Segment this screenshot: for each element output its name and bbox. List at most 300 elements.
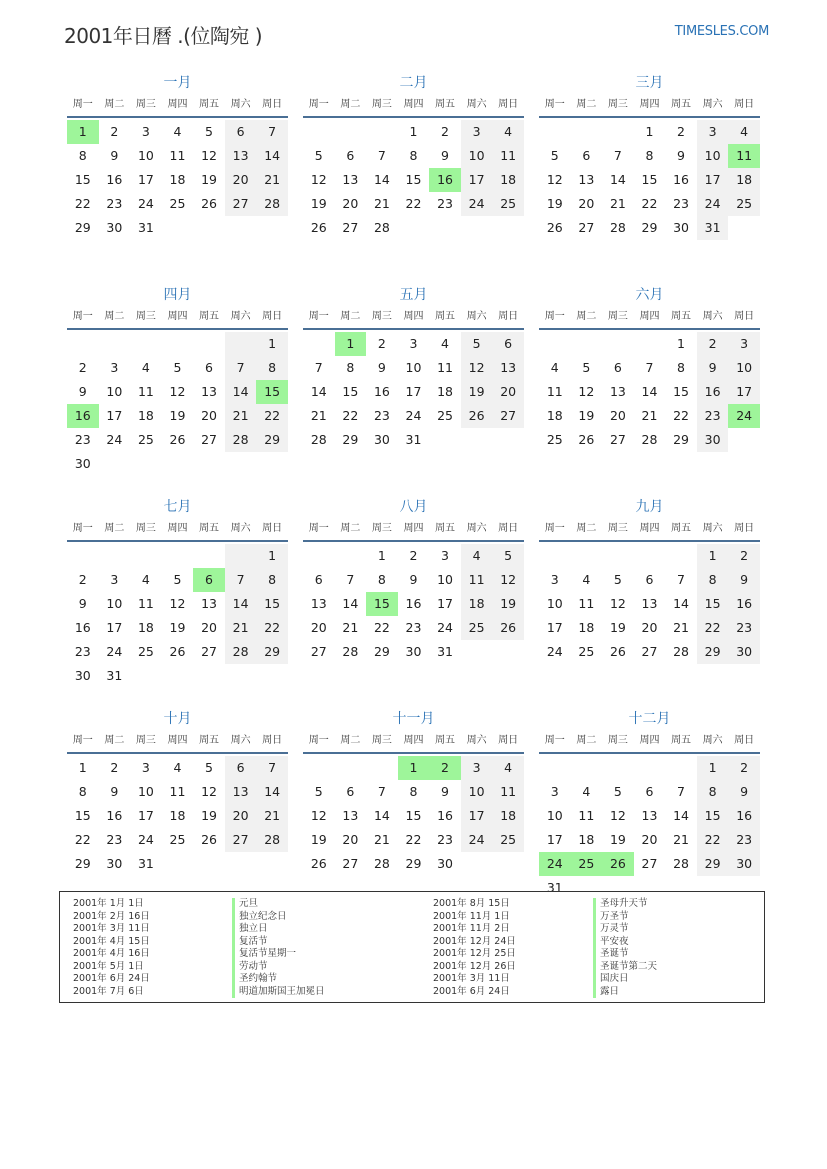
day-cell: 13 <box>225 780 257 804</box>
day-cell: 18 <box>492 804 524 828</box>
weekday-label: 周六 <box>230 523 251 534</box>
day-cell: 20 <box>492 380 524 404</box>
weekday-label: 周六 <box>466 735 487 746</box>
day-cell: 21 <box>310 408 327 423</box>
day-cell: 6 <box>582 148 591 163</box>
day-cell: 12 <box>310 808 327 823</box>
day-cell: 13 <box>641 596 658 611</box>
week-row <box>303 120 524 144</box>
day-cell: 6 <box>645 784 654 799</box>
day-cell: 22 <box>256 404 288 428</box>
day-cell: 17 <box>546 620 563 635</box>
day-cell: 20 <box>225 804 257 828</box>
day-cell: 12 <box>461 356 493 380</box>
day-cell: 8 <box>346 360 355 375</box>
empty-cell <box>461 216 493 240</box>
weekday-label: 周一 <box>308 311 329 322</box>
legend-date: 2001年 12月 24日 <box>433 935 516 947</box>
legend-holiday-name: 独立纪念日 <box>232 911 325 924</box>
day-cell: 13 <box>641 808 658 823</box>
month-name: 五月 <box>399 287 428 303</box>
week-row <box>303 544 524 568</box>
day-cell: 4 <box>550 360 559 375</box>
day-cell: 14 <box>673 808 689 823</box>
weekday-label: 周日 <box>734 99 755 110</box>
weekday-label: 周四 <box>639 311 660 322</box>
day-cell: 2 <box>697 332 729 356</box>
weekday-label: 周二 <box>104 523 125 534</box>
day-cell: 30 <box>106 220 123 235</box>
day-cell: 16 <box>728 592 760 616</box>
day-cell: 3 <box>110 360 119 375</box>
empty-cell <box>539 544 571 568</box>
empty-cell <box>130 664 162 688</box>
empty-cell <box>225 216 257 240</box>
day-cell: 24 <box>106 432 123 447</box>
legend-holiday-name: 圣诞节 <box>593 948 657 961</box>
day-cell: 29 <box>405 856 422 871</box>
day-cell: 13 <box>201 384 217 399</box>
empty-cell <box>335 120 367 144</box>
weekday-header <box>303 730 524 754</box>
day-cell: 3 <box>441 548 449 563</box>
day-cell: 12 <box>201 148 217 163</box>
day-cell: 4 <box>582 784 591 799</box>
day-cell: 4 <box>141 360 150 375</box>
legend-date: 2001年 12月 25日 <box>433 948 516 959</box>
empty-cell <box>130 544 162 568</box>
day-cell: 26 <box>461 404 493 428</box>
legend-holiday-name: 圣约翰节 <box>232 973 325 986</box>
day-cell: 10 <box>437 572 453 587</box>
weekday-label: 周五 <box>199 523 220 534</box>
day-cell: 30 <box>106 856 123 871</box>
day-cell: 24 <box>405 408 422 423</box>
week-row <box>539 828 760 852</box>
week-row <box>303 428 524 452</box>
day-cell: 27 <box>201 432 217 447</box>
month-name: 十一月 <box>392 711 435 727</box>
week-row <box>67 380 288 404</box>
weekday-label: 周一 <box>544 523 565 534</box>
day-cell: 25 <box>492 192 524 216</box>
empty-cell <box>398 216 430 240</box>
day-cell: 5 <box>613 784 622 799</box>
day-cell: 29 <box>697 852 729 876</box>
month-name: 八月 <box>399 499 428 515</box>
day-cell: 16 <box>106 172 123 187</box>
weekday-label: 周四 <box>403 735 424 746</box>
legend-holiday-name: 劳动节 <box>232 961 325 974</box>
day-cell: 22 <box>641 196 658 211</box>
empty-cell <box>366 756 398 780</box>
legend-holiday-name: 复活节 <box>232 936 325 949</box>
day-cell: 30 <box>373 432 390 447</box>
day-cell: 21 <box>641 408 658 423</box>
month-name: 一月 <box>163 75 192 91</box>
day-cell: 2 <box>441 124 449 139</box>
day-cell: 25 <box>578 644 595 659</box>
week-row <box>303 780 524 804</box>
weekday-label: 周五 <box>435 735 456 746</box>
day-cell: 17 <box>546 832 563 847</box>
weekday-label: 周三 <box>135 735 156 746</box>
day-cell: 27 <box>492 404 524 428</box>
day-cell: 29 <box>641 220 658 235</box>
empty-cell <box>225 664 257 688</box>
weekday-label: 周一 <box>72 523 93 534</box>
day-cell: 29 <box>74 220 91 235</box>
weekday-label: 周三 <box>371 99 392 110</box>
day-cell: 10 <box>106 596 123 611</box>
legend-holiday-name: 国庆日 <box>593 973 657 986</box>
weekday-label: 周日 <box>498 523 519 534</box>
day-cell: 30 <box>697 428 729 452</box>
empty-cell <box>335 756 367 780</box>
weekday-label: 周日 <box>498 735 519 746</box>
weekday-label: 周二 <box>340 99 361 110</box>
day-cell: 3 <box>141 124 150 139</box>
week-row <box>67 192 288 216</box>
day-cell: 1 <box>256 544 288 568</box>
weekday-label: 周日 <box>734 311 755 322</box>
day-cell: 27 <box>609 432 626 447</box>
empty-cell <box>99 544 131 568</box>
weekday-header <box>67 518 288 542</box>
day-cell: 4 <box>582 572 591 587</box>
day-cell: 16 <box>74 620 91 635</box>
weekday-label: 周一 <box>544 735 565 746</box>
weekday-label: 周日 <box>262 311 283 322</box>
day-cell: 25 <box>571 852 603 876</box>
day-cell: 9 <box>441 784 449 799</box>
empty-cell <box>193 332 225 356</box>
empty-cell <box>193 852 225 876</box>
empty-cell <box>571 544 603 568</box>
day-cell: 6 <box>492 332 524 356</box>
calendar-grid <box>67 72 761 920</box>
weekday-label: 周四 <box>167 523 188 534</box>
weekday-label: 周三 <box>371 523 392 534</box>
day-cell: 22 <box>373 620 390 635</box>
day-cell: 8 <box>409 148 418 163</box>
day-cell: 1 <box>409 124 418 139</box>
empty-cell <box>225 452 257 476</box>
day-cell: 29 <box>256 640 288 664</box>
day-cell: 17 <box>461 804 493 828</box>
empty-cell <box>99 452 131 476</box>
day-cell: 19 <box>461 380 493 404</box>
month-block <box>67 708 288 920</box>
week-row <box>303 616 524 640</box>
day-cell: 8 <box>256 356 288 380</box>
week-row <box>539 380 760 404</box>
day-cell: 22 <box>697 828 729 852</box>
day-cell: 8 <box>697 568 729 592</box>
day-cell: 5 <box>461 332 493 356</box>
week-row <box>539 756 760 780</box>
day-cell: 25 <box>546 432 563 447</box>
day-cell: 12 <box>169 596 186 611</box>
day-cell: 29 <box>342 432 359 447</box>
day-cell: 25 <box>492 828 524 852</box>
empty-cell <box>162 452 194 476</box>
day-cell: 7 <box>346 572 355 587</box>
day-cell: 21 <box>256 804 288 828</box>
empty-cell <box>335 544 367 568</box>
legend-holiday-name: 万灵节 <box>593 923 657 936</box>
day-cell: 11 <box>546 384 563 399</box>
weekday-label: 周一 <box>72 311 93 322</box>
day-cell: 14 <box>225 592 257 616</box>
day-cell: 21 <box>609 196 626 211</box>
weekday-label: 周二 <box>340 735 361 746</box>
day-cell: 21 <box>373 196 390 211</box>
day-cell: 26 <box>578 432 595 447</box>
day-cell: 23 <box>373 408 390 423</box>
day-cell: 16 <box>673 172 689 187</box>
day-cell: 8 <box>645 148 654 163</box>
legend-date: 2001年 6月 24日 <box>73 973 150 984</box>
day-cell: 20 <box>310 620 327 635</box>
day-cell: 19 <box>609 832 626 847</box>
day-cell: 19 <box>492 592 524 616</box>
weekday-label: 周二 <box>576 99 597 110</box>
weekday-label: 周一 <box>308 735 329 746</box>
day-cell: 26 <box>602 852 634 876</box>
month-name: 三月 <box>635 75 664 91</box>
weekday-label: 周五 <box>199 99 220 110</box>
day-cell: 10 <box>461 144 493 168</box>
weekday-header <box>539 518 760 542</box>
day-cell: 19 <box>546 196 563 211</box>
day-cell: 29 <box>697 640 729 664</box>
week-row <box>67 544 288 568</box>
day-cell: 6 <box>346 148 355 163</box>
day-cell: 6 <box>613 360 622 375</box>
day-cell: 3 <box>461 756 493 780</box>
day-cell: 1 <box>697 756 729 780</box>
day-cell: 24 <box>546 644 563 659</box>
weekday-label: 周三 <box>371 311 392 322</box>
weekday-label: 周二 <box>104 99 125 110</box>
month-block <box>67 496 288 708</box>
day-cell: 15 <box>673 384 689 399</box>
day-cell: 1 <box>78 760 87 775</box>
day-cell: 29 <box>373 644 390 659</box>
empty-cell <box>303 120 335 144</box>
day-cell: 11 <box>578 596 595 611</box>
day-cell: 8 <box>377 572 386 587</box>
week-row <box>67 452 288 476</box>
day-cell: 7 <box>677 784 685 799</box>
month-block <box>67 284 288 496</box>
day-cell: 12 <box>609 808 626 823</box>
day-cell: 22 <box>256 616 288 640</box>
empty-cell <box>99 332 131 356</box>
day-cell: 19 <box>310 832 327 847</box>
day-cell: 31 <box>697 216 729 240</box>
day-cell: 26 <box>201 196 217 211</box>
day-cell: 23 <box>405 620 422 635</box>
week-row <box>539 616 760 640</box>
weekday-header <box>539 306 760 330</box>
site-logo[interactable]: TIMESLES.COM <box>674 24 769 39</box>
weekday-label: 周六 <box>230 99 251 110</box>
day-cell: 14 <box>373 172 390 187</box>
day-cell: 21 <box>673 832 689 847</box>
weekday-label: 周日 <box>498 99 519 110</box>
weekday-label: 周六 <box>702 311 723 322</box>
legend-date: 2001年 4月 15日 <box>73 935 150 947</box>
day-cell: 16 <box>67 404 99 428</box>
empty-cell <box>67 544 99 568</box>
day-cell: 27 <box>225 192 257 216</box>
weekday-header <box>67 730 288 754</box>
legend-date: 2001年 7月 6日 <box>73 985 144 997</box>
legend-dates-right <box>433 898 516 998</box>
weekday-label: 周五 <box>435 99 456 110</box>
week-row <box>539 216 760 240</box>
day-cell: 9 <box>78 384 87 399</box>
day-cell: 11 <box>169 784 186 799</box>
empty-cell <box>256 216 288 240</box>
weekday-label: 周二 <box>104 311 125 322</box>
month-name: 六月 <box>635 287 664 303</box>
week-row <box>67 804 288 828</box>
day-cell: 27 <box>225 828 257 852</box>
day-cell: 27 <box>342 856 359 871</box>
day-cell: 18 <box>728 168 760 192</box>
empty-cell <box>728 216 760 240</box>
weekday-label: 周二 <box>340 311 361 322</box>
month-name: 七月 <box>163 499 192 515</box>
empty-cell <box>303 544 335 568</box>
weekday-label: 周日 <box>498 311 519 322</box>
day-cell: 12 <box>546 172 563 187</box>
day-cell: 6 <box>314 572 323 587</box>
day-cell: 23 <box>673 196 689 211</box>
day-cell: 14 <box>256 780 288 804</box>
month-name: 九月 <box>635 499 664 515</box>
day-cell: 13 <box>201 596 217 611</box>
page-title: 2001年日曆 .(位陶宛 ) <box>64 24 263 48</box>
weekday-label: 周六 <box>702 735 723 746</box>
week-row <box>539 568 760 592</box>
day-cell: 15 <box>342 384 359 399</box>
day-cell: 5 <box>613 572 622 587</box>
empty-cell <box>225 332 257 356</box>
legend-date: 2001年 1月 1日 <box>73 898 144 909</box>
day-cell: 28 <box>310 432 327 447</box>
day-cell: 11 <box>169 148 186 163</box>
day-cell: 23 <box>74 644 91 659</box>
weekday-header <box>303 94 524 118</box>
weekday-label: 周三 <box>607 311 628 322</box>
day-cell: 27 <box>641 644 658 659</box>
day-cell: 25 <box>137 432 154 447</box>
day-cell: 4 <box>173 124 182 139</box>
empty-cell <box>539 120 571 144</box>
weekday-label: 周四 <box>639 99 660 110</box>
holiday-legend <box>59 891 765 1003</box>
week-row <box>303 332 524 356</box>
empty-cell <box>162 216 194 240</box>
day-cell: 25 <box>461 616 493 640</box>
empty-cell <box>303 332 335 356</box>
empty-cell <box>429 216 461 240</box>
weekday-label: 周一 <box>308 523 329 534</box>
day-cell: 5 <box>492 544 524 568</box>
week-row <box>539 332 760 356</box>
day-cell: 13 <box>578 172 595 187</box>
day-cell: 7 <box>377 784 386 799</box>
day-cell: 10 <box>461 780 493 804</box>
empty-cell <box>634 332 666 356</box>
weekday-label: 周日 <box>734 523 755 534</box>
day-cell: 21 <box>673 620 689 635</box>
day-cell: 12 <box>492 568 524 592</box>
day-cell: 20 <box>201 408 217 423</box>
day-cell: 16 <box>429 168 461 192</box>
weekday-label: 周五 <box>671 735 692 746</box>
day-cell: 16 <box>728 804 760 828</box>
day-cell: 27 <box>310 644 327 659</box>
day-cell: 30 <box>728 640 760 664</box>
day-cell: 17 <box>437 596 453 611</box>
day-cell: 20 <box>225 168 257 192</box>
day-cell: 23 <box>697 404 729 428</box>
day-cell: 30 <box>673 220 689 235</box>
day-cell: 17 <box>137 808 154 823</box>
day-cell: 29 <box>256 428 288 452</box>
weekday-label: 周六 <box>230 735 251 746</box>
weekday-label: 周五 <box>199 311 220 322</box>
month-block <box>539 284 760 496</box>
weekday-label: 周四 <box>167 99 188 110</box>
day-cell: 1 <box>677 336 685 351</box>
week-row <box>539 428 760 452</box>
week-row <box>303 568 524 592</box>
day-cell: 28 <box>673 856 689 871</box>
legend-date: 2001年 11月 2日 <box>433 923 510 934</box>
day-cell: 16 <box>373 384 390 399</box>
day-cell: 17 <box>106 408 123 423</box>
day-cell: 26 <box>492 616 524 640</box>
day-cell: 3 <box>461 120 493 144</box>
weekday-label: 周五 <box>671 311 692 322</box>
weekday-label: 周四 <box>403 311 424 322</box>
day-cell: 6 <box>193 568 225 592</box>
empty-cell <box>492 640 524 664</box>
week-row <box>539 640 760 664</box>
legend-date: 2001年 5月 1日 <box>73 960 144 972</box>
empty-cell <box>571 332 603 356</box>
day-cell: 26 <box>546 220 563 235</box>
empty-cell <box>256 852 288 876</box>
day-cell: 20 <box>609 408 626 423</box>
week-row <box>67 332 288 356</box>
day-cell: 25 <box>169 196 186 211</box>
day-cell: 14 <box>609 172 626 187</box>
day-cell: 15 <box>74 808 91 823</box>
weekday-label: 周三 <box>371 735 392 746</box>
day-cell: 30 <box>74 456 91 471</box>
day-cell: 23 <box>106 832 123 847</box>
day-cell: 6 <box>205 360 213 375</box>
day-cell: 10 <box>405 360 422 375</box>
weekday-label: 周三 <box>135 523 156 534</box>
